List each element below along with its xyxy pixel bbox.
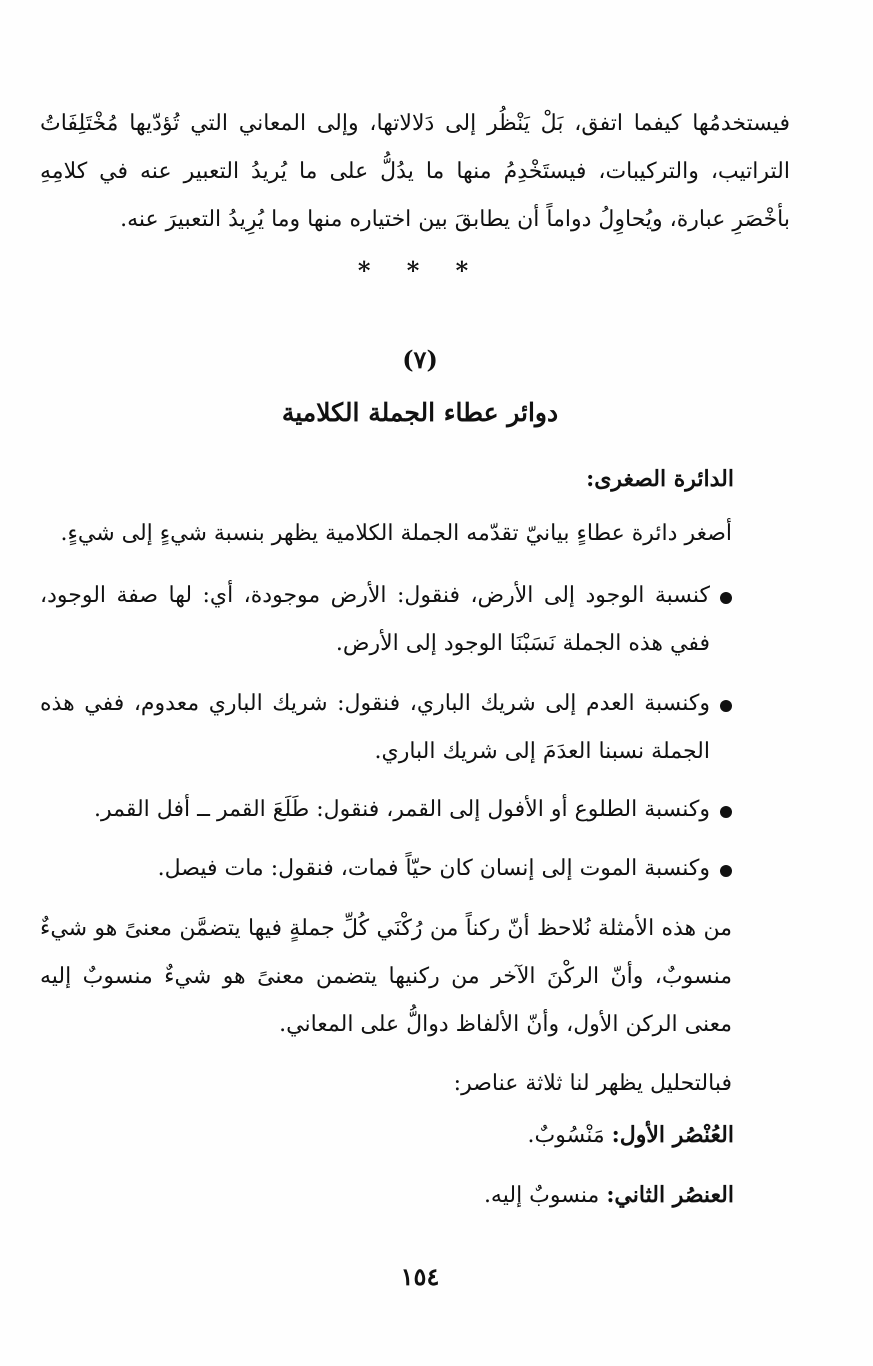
bullet-icon — [720, 700, 732, 712]
example-text: كنسبة الوجود إلى الأرض، فنقول: الأرض موجودة، أي: لها صفة الوجود، ففي هذه الجملة نَسَبْنَا الوجود إلى الأرض. — [40, 583, 710, 656]
section-separator: * * * — [357, 256, 483, 285]
bullet-row — [40, 786, 790, 834]
chapter-number: (٧) — [402, 345, 438, 374]
definition-paragraph — [40, 510, 790, 558]
analysis-paragraph — [40, 905, 790, 1049]
definition-text: أصغر دائرة عطاءٍ بيانيّ تقدّمه الجملة الكلامية يظهر بنسبة شيءٍ إلى شيءٍ. — [60, 521, 732, 546]
elements-intro-text: فبالتحليل يظهر لنا ثلاثة عناصر: — [453, 1071, 732, 1096]
element-first — [40, 1122, 734, 1148]
example-item — [40, 845, 790, 893]
bullet-icon — [720, 865, 732, 877]
intro-paragraph: فيستخدمُها كيفما اتفق، بَلْ يَنْظُر إلى دَلالاتها، وإلى المعاني التي تُؤدّيها مُخْتَلِفَاتُ التراتيب، والتركيبات، فيستَخْدِمُ منها ما يدُلُّ على ما يُريدُ التعبير عنه في كلامِهِ بأخْصَرِ عبارة، ويُحاوِلُ دواماً أن يطابقَ بين اختياره منها وما يُرِيدُ التعبيرَ عنه. — [40, 111, 790, 232]
elements-intro — [40, 1060, 790, 1108]
bullet-row — [40, 572, 790, 668]
bullet-row — [40, 845, 790, 893]
bullet-icon — [720, 806, 732, 818]
example-text: وكنسبة الطلوع أو الأفول إلى القمر، فنقول: طَلَعَ القمر ــ أفل القمر. — [94, 797, 710, 822]
page-number: ١٥٤ — [400, 1262, 440, 1291]
element-label: العُنْصُر الأول: — [611, 1122, 734, 1148]
analysis-text: من هذه الأمثلة نُلاحظ أنّ ركناً من رُكْنَي كُلِّ جملةٍ فيها يتضمَّن معنىً هو شيءٌ منسوبٌ، وأنّ الركْنَ الآخر من ركنيها يتضمن معنىً هو شيءٌ منسوبٌ إليه معنى الركن الأول، وأنّ الألفاظ دوالُّ على المعاني. — [40, 916, 732, 1037]
example-text: وكنسبة العدم إلى شريك الباري، فنقول: شريك الباري معدوم، ففي هذه الجملة نسبنا العدَمَ إلى شريك الباري. — [40, 691, 710, 764]
example-item — [40, 680, 790, 776]
bullet-icon — [720, 592, 732, 604]
example-item — [40, 572, 790, 668]
bullet-row — [40, 680, 790, 776]
section-heading: الدائرة الصغرى: — [586, 466, 734, 492]
example-text: وكنسبة الموت إلى إنسان كان حيّاً فمات، فنقول: مات فيصل. — [157, 856, 710, 881]
element-value: مَنْسُوبٌ. — [527, 1123, 605, 1148]
chapter-title: دوائر عطاء الجملة الكلامية — [281, 398, 559, 427]
element-label: العنصُر الثاني: — [606, 1182, 734, 1208]
example-item — [40, 786, 790, 834]
element-value: منسوبٌ إليه. — [483, 1183, 600, 1208]
element-second — [40, 1182, 734, 1208]
